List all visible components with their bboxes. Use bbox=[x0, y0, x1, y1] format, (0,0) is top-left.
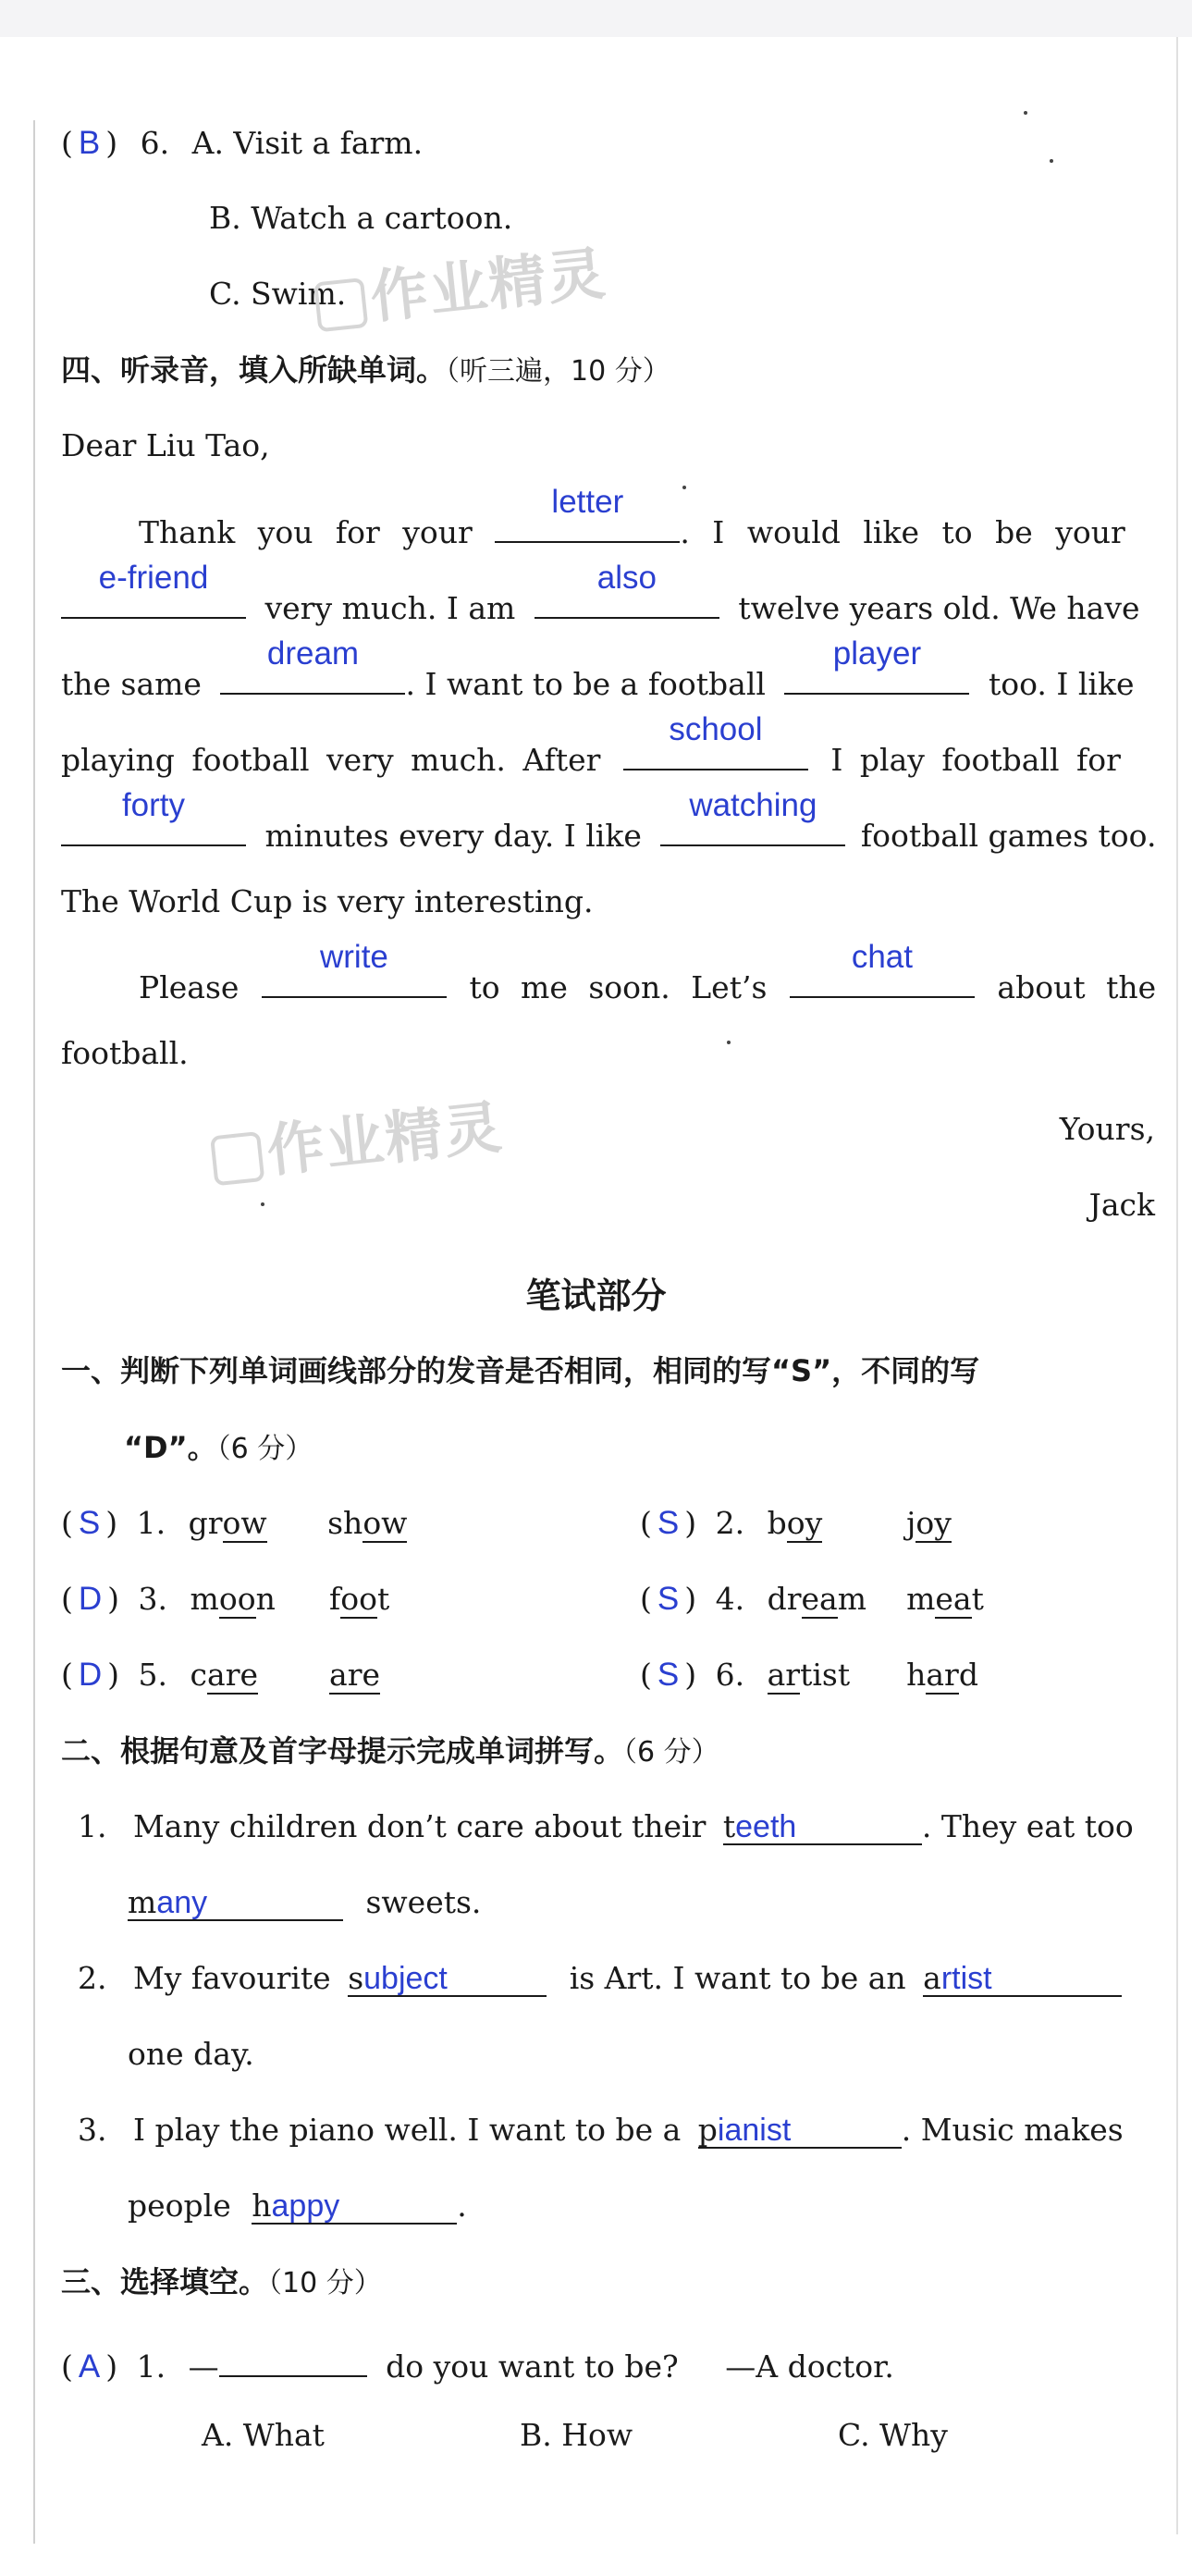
spelling-blank-6: happy bbox=[252, 2188, 457, 2225]
scan-speck bbox=[727, 1041, 731, 1044]
spelling-blank-1: teeth bbox=[723, 1808, 922, 1845]
option-c: C. Swim. bbox=[209, 276, 347, 312]
watermark-top: 作业精灵 bbox=[311, 228, 610, 340]
letter-line-8: football. bbox=[61, 1035, 189, 1071]
left-margin-rule bbox=[33, 120, 35, 2544]
question-6-row: ( B ) 6. A. Visit a farm. bbox=[61, 125, 424, 161]
option-a: A. Visit a farm. bbox=[191, 125, 424, 161]
blank-6: school bbox=[623, 732, 808, 770]
part-1-heading: 一、判断下列单词画线部分的发音是否相同，相同的写“S”，不同的写 bbox=[61, 1353, 980, 1388]
section-4-heading: 四、听录音，填入所缺单词。（听三遍，10 分） bbox=[61, 352, 670, 388]
blank-7: forty bbox=[61, 807, 246, 846]
blank-5: player bbox=[784, 656, 969, 695]
question-number: 6. bbox=[140, 125, 170, 161]
letter-signature: Jack bbox=[1088, 1187, 1155, 1223]
choice-option-b: B. How bbox=[520, 2417, 633, 2453]
word-2: show bbox=[327, 1505, 408, 1541]
phonics-item-4: ( S ) 4. dream meat bbox=[640, 1581, 984, 1617]
spelling-q3-line2: people happy . bbox=[128, 2188, 467, 2224]
watermark-logo-icon bbox=[210, 1131, 264, 1186]
blank-4: dream bbox=[220, 656, 405, 695]
word-2: hard bbox=[906, 1657, 978, 1693]
word-2: meat bbox=[906, 1581, 984, 1617]
top-margin-band bbox=[0, 0, 1192, 37]
choice-blank bbox=[219, 2340, 367, 2377]
written-part-title: 笔试部分 bbox=[525, 1276, 667, 1316]
answer-mark: S bbox=[657, 1505, 680, 1541]
spelling-q2-line1: 2. My favourite subject is Art. I want to be an artist bbox=[78, 1960, 1122, 1997]
spelling-blank-3: subject bbox=[348, 1960, 547, 1997]
spelling-blank-2: many bbox=[128, 1884, 343, 1921]
blank-1: letter bbox=[495, 504, 680, 543]
scan-speck bbox=[682, 486, 686, 489]
letter-line-7: Please write to me soon. Let’s chat about the bbox=[139, 939, 1157, 1005]
answer-mark: S bbox=[657, 1657, 680, 1693]
phonics-item-1: ( S ) 1. grow show bbox=[61, 1505, 408, 1541]
spelling-blank-5: pianist bbox=[698, 2112, 902, 2149]
letter-greeting: Dear Liu Tao, bbox=[61, 427, 270, 463]
answer-mark: D bbox=[78, 1657, 103, 1693]
letter-line-6: The World Cup is very interesting. bbox=[61, 883, 594, 919]
blank-2: e-friend bbox=[61, 580, 246, 619]
letter-line-4: playing football very much. After school I play football for bbox=[61, 711, 1121, 778]
spelling-q3-line1: 3. I play the piano well. I want to be a pianist . Music makes bbox=[78, 2112, 1124, 2148]
scan-speck bbox=[261, 1202, 264, 1206]
letter-line-5: forty minutes every day. I like watching football games too. bbox=[61, 807, 1156, 855]
choice-option-c: C. Why bbox=[838, 2417, 948, 2453]
word-1: artist bbox=[767, 1657, 851, 1693]
answer-mark: S bbox=[657, 1581, 680, 1617]
blank-9: write bbox=[262, 959, 447, 998]
word-1: care bbox=[190, 1657, 258, 1693]
watermark-logo-icon bbox=[313, 277, 368, 332]
word-1: boy bbox=[767, 1505, 823, 1541]
blank-10: chat bbox=[790, 959, 975, 998]
answer-mark: D bbox=[78, 1581, 103, 1617]
choice-option-a: A. What bbox=[202, 2417, 325, 2453]
scan-speck bbox=[1024, 111, 1027, 115]
word-2: joy bbox=[906, 1505, 952, 1541]
choice-q1: ( A ) 1. — do you want to be? —A doctor. bbox=[61, 2340, 894, 2385]
phonics-item-3: ( D ) 3. moon foot bbox=[61, 1581, 390, 1617]
part-3-heading: 三、选择填空。（10 分） bbox=[61, 2264, 382, 2299]
word-1: dream bbox=[767, 1581, 867, 1617]
word-2: are bbox=[329, 1657, 381, 1693]
word-1: moon bbox=[190, 1581, 276, 1617]
watermark-middle: 作业精灵 bbox=[207, 1081, 507, 1194]
answer-mark: A bbox=[78, 2348, 101, 2385]
part-1-heading-cont: “D”。（6 分） bbox=[124, 1430, 313, 1465]
letter-line-3: the same dream . I want to be a football player too. I like bbox=[61, 635, 1135, 702]
answer-mark: B bbox=[78, 125, 101, 161]
spelling-blank-4: artist bbox=[923, 1960, 1122, 1997]
spelling-q1-line1: 1. Many children don’t care about their teeth . They eat too bbox=[78, 1808, 1134, 1844]
spelling-q2-line2: one day. bbox=[128, 2036, 254, 2072]
option-b: B. Watch a cartoon. bbox=[209, 200, 513, 236]
letter-line-1: Thank you for your letter . I would like to be your bbox=[139, 484, 1125, 550]
scan-speck bbox=[1050, 159, 1053, 163]
letter-line-2: e-friend very much. I am also twelve years old. We have bbox=[61, 580, 1140, 627]
phonics-item-5: ( D ) 5. care are bbox=[61, 1657, 381, 1693]
answer-mark: S bbox=[78, 1505, 101, 1541]
letter-closing: Yours, bbox=[1059, 1111, 1155, 1147]
word-1: grow bbox=[188, 1505, 267, 1541]
word-2: foot bbox=[329, 1581, 390, 1617]
phonics-item-6: ( S ) 6. artist hard bbox=[640, 1657, 978, 1693]
part-2-heading: 二、根据句意及首字母提示完成单词拼写。（6 分） bbox=[61, 1733, 719, 1769]
blank-3: also bbox=[535, 580, 719, 619]
blank-8: watching bbox=[660, 807, 845, 846]
spelling-q1-line2: many sweets. bbox=[128, 1884, 482, 1920]
phonics-item-2: ( S ) 2. boy joy bbox=[640, 1505, 952, 1541]
